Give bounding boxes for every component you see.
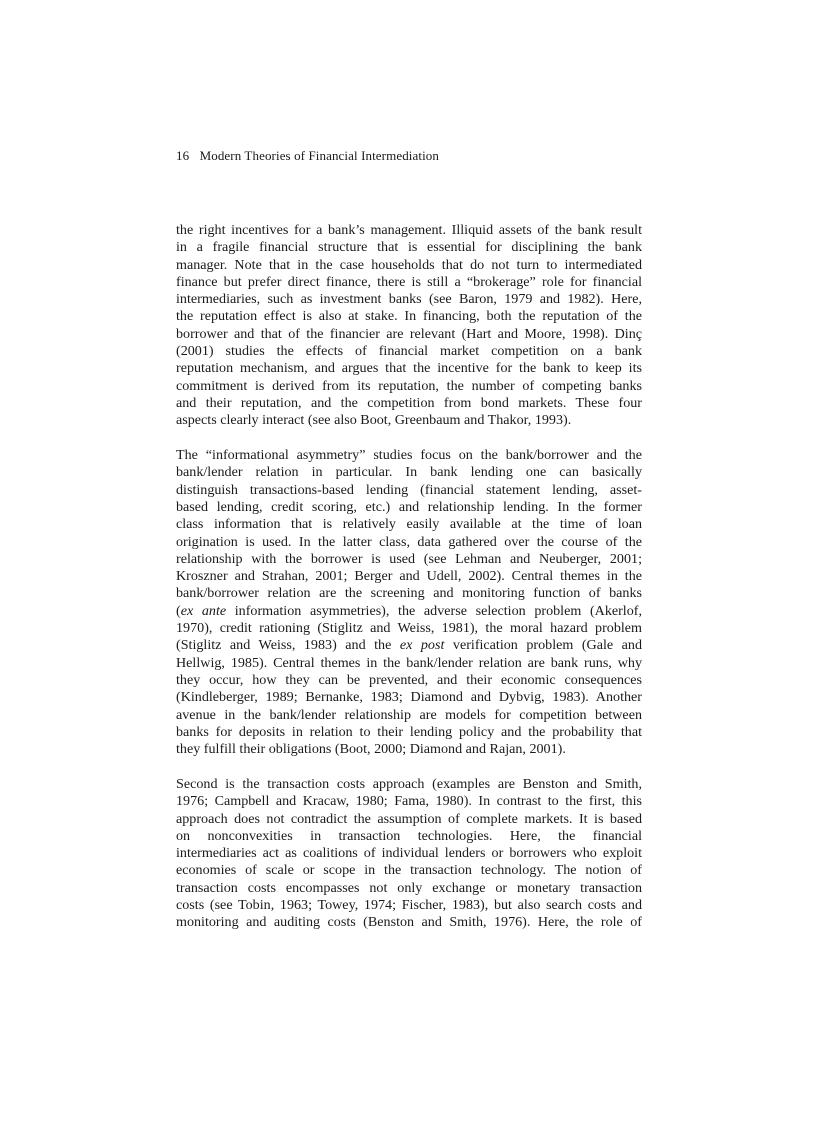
page-number: 16 (176, 148, 190, 163)
text-line (176, 637, 642, 654)
text-run: the right incentives for a bank’s management. Illiquid assets of the bank result (176, 222, 642, 238)
text-line (176, 551, 642, 568)
text-line (176, 603, 642, 620)
text-line (176, 741, 642, 758)
text-line (176, 395, 642, 412)
text-line (176, 880, 642, 897)
text-run: based lending, credit scoring, etc.) and relationship lending. In the former (176, 498, 642, 515)
text-run: costs (see Tobin, 1963; Towey, 1974; Fischer, 1983), but also search costs and (176, 896, 642, 913)
text-line (176, 724, 642, 741)
text-run: approach does not contradict the assumption of complete markets. It is based (176, 810, 642, 827)
text-line (176, 447, 642, 464)
text-run: avenue in the bank/lender relationship are models for competition between (176, 706, 642, 723)
text-run: class information that is relatively easily available at the time of loan (176, 516, 642, 533)
text-line (176, 914, 642, 931)
text-line (176, 811, 642, 828)
text-line (176, 464, 642, 481)
text-run: information asymmetries), the adverse selection problem (Akerlof, (226, 602, 642, 619)
text-line (176, 308, 642, 325)
text-line (176, 222, 642, 239)
text-run: the reputation effect is also at stake. In financing, both the reputation of the (176, 308, 642, 325)
text-line (176, 776, 642, 793)
italic-term: ex post (399, 637, 445, 654)
text-run: verification problem (Gale and (444, 637, 643, 654)
text-run: they occur, how they can be prevented, and their economic consequences (176, 671, 642, 688)
text-run: economies of scale or scope in the transaction technology. The notion of (176, 862, 642, 879)
text-run: transaction costs encompasses not only exchange or monetary transaction (176, 879, 642, 896)
text-line (176, 828, 642, 845)
paragraph (176, 222, 642, 430)
text-run: commitment is derived from its reputation, the number of competing banks (176, 377, 642, 394)
text-run: aspects clearly interact (see also Boot, Greenbaum and Thakor, 1993). (176, 412, 572, 429)
text-run: finance but prefer direct finance, there is still a “brokerage” role for financial (176, 273, 642, 290)
body-text (176, 222, 642, 949)
text-run: reputation mechanism, and argues that the incentive for the bank to keep its (176, 360, 642, 377)
text-line (176, 655, 642, 672)
text-run: manager. Note that in the case households that do not turn to intermediated (176, 256, 642, 273)
text-run: 1976; Campbell and Kracaw, 1980; Fama, 1980). In contrast to the first, this (176, 793, 642, 810)
text-line (176, 897, 642, 914)
text-run: ( (176, 602, 181, 619)
text-run: bank/borrower relation are the screening and monitoring function of banks (176, 585, 642, 602)
running-head-title: Modern Theories of Financial Intermediation (199, 148, 439, 163)
text-run: borrower and that of the financier are relevant (Hart and Moore, 1998). Dinç (176, 325, 642, 342)
text-run: intermediaries, such as investment banks (see Baron, 1979 and 1982). Here, (176, 291, 642, 308)
text-line (176, 534, 642, 551)
text-line (176, 516, 642, 533)
text-line (176, 585, 642, 602)
text-run: (2001) studies the effects of financial market competition on a bank (176, 343, 642, 360)
text-line (176, 257, 642, 274)
text-run: bank/lender relation in particular. In bank lending one can basically (176, 464, 642, 481)
text-line (176, 291, 642, 308)
text-run: and their reputation, and the competition from bond markets. These four (176, 394, 642, 411)
text-line (176, 360, 642, 377)
text-line (176, 482, 642, 499)
text-run: intermediaries act as coalitions of individual lenders or borrowers who exploit (176, 845, 642, 862)
text-run: The “informational asymmetry” studies focus on the bank/borrower and the (176, 447, 642, 464)
text-run: (Kindleberger, 1989; Bernanke, 1983; Diamond and Dybvig, 1983). Another (176, 689, 642, 706)
text-line (176, 499, 642, 516)
text-line (176, 378, 642, 395)
text-line (176, 412, 642, 429)
text-line (176, 793, 642, 810)
text-run: Kroszner and Strahan, 2001; Berger and Udell, 2002). Central themes in the (176, 568, 642, 585)
text-line (176, 862, 642, 879)
text-line (176, 707, 642, 724)
text-line (176, 620, 642, 637)
text-line (176, 845, 642, 862)
text-run: relationship with the borrower is used (see Lehman and Neuberger, 2001; (176, 550, 642, 567)
text-run: monitoring and auditing costs (Benston and Smith, 1976). Here, the role of (176, 914, 642, 931)
text-line (176, 343, 642, 360)
text-line (176, 689, 642, 706)
text-line (176, 672, 642, 689)
text-run: Hellwig, 1985). Central themes in the bank/lender relation are bank runs, why (176, 654, 642, 671)
paragraph (176, 447, 642, 758)
text-run: origination is used. In the latter class, data gathered over the course of the (176, 533, 642, 550)
paragraph (176, 776, 642, 932)
text-run: they fulfill their obligations (Boot, 2000; Diamond and Rajan, 2001). (176, 741, 566, 758)
text-run: banks for deposits in relation to their lending policy and the probability that (176, 723, 642, 740)
text-line (176, 274, 642, 291)
text-run: 1970), credit rationing (Stiglitz and Weiss, 1981), the moral hazard problem (176, 620, 642, 637)
running-head (176, 148, 439, 164)
text-run: Second is the transaction costs approach (examples are Benston and Smith, (176, 775, 642, 792)
text-run: distinguish transactions-based lending (financial statement lending, asset- (176, 481, 642, 498)
text-line (176, 326, 642, 343)
text-line (176, 239, 642, 256)
italic-term: ex ante (180, 602, 227, 619)
text-run: (Stiglitz and Weiss, 1983) and the (176, 637, 400, 654)
text-run: on nonconvexities in transaction technologies. Here, the financial (176, 827, 642, 844)
text-run: in a fragile financial structure that is essential for disciplining the bank (176, 239, 642, 256)
text-line (176, 568, 642, 585)
